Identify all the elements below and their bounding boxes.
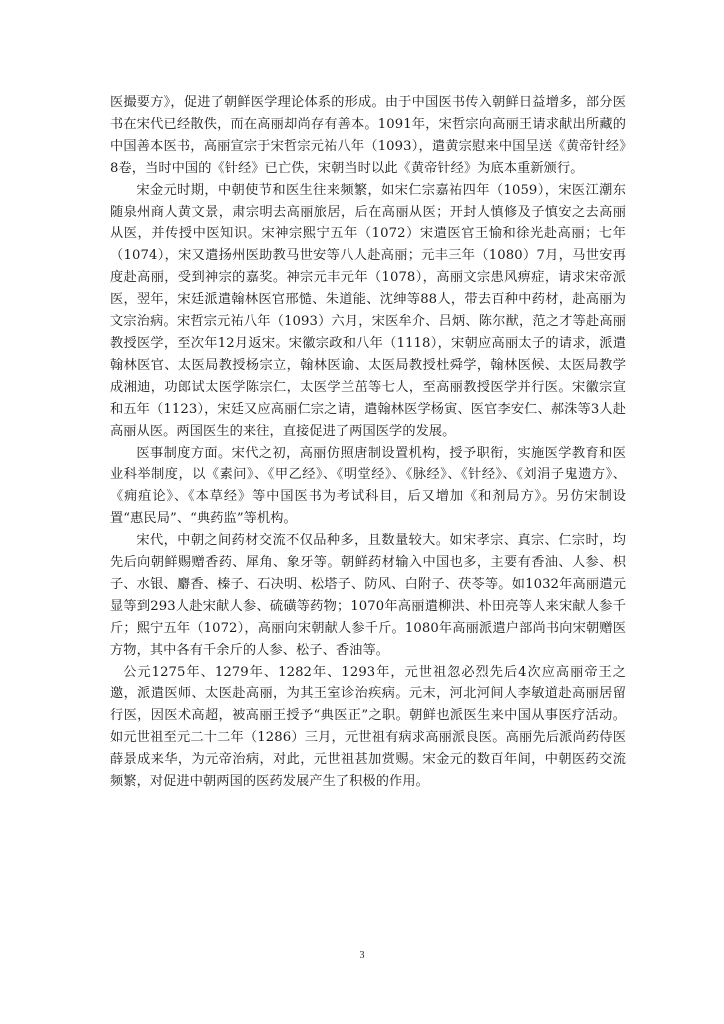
paragraph-2: 宋金元时期，中朝使节和医生往来频繁，如宋仁宗嘉祐四年（1059），宋医江潮东随泉州商人黄文景，肃宗明去高丽旅居，后在高丽从医；开封人慎修及子慎安之去高丽从医，并传授中医知识。宋神宗熙宁五年（1072）宋遣医官王愉和徐光赴高丽；七年（1074），宋又遣扬州医助教马世安等八人赴高丽；元丰三年（1080）7月，马世安再度赴高丽，受到神宗的嘉奖。神宗元丰元年（1078），高丽文宗患风痹症，请求宋帝派医，翌年，宋廷派遣翰林医官邢慥、朱道能、沈绅等88人，带去百种中药材，赴高丽为文宗治病。宋哲宗元祐八年（1093）六月，宋医牟介、吕炳、陈尔猷，范之才等赴高丽教授医学，至次年12月返宋。宋徽宗政和八年（1118），宋朝应高丽太子的请求，派遣翰林医官、太医局教授杨宗立，翰林医谕、太医局教授杜舜学，翰林医候、太医局教学成湘迪，功郎试太医学陈宗仁，太医学兰茁等七人，至高丽教授医学并行医。宋徽宗宣和五年（1123），宋廷又应高丽仁宗之请，遣翰林医学杨寅、医官李安仁、郝洙等3人赴高丽从医。两国医生的来往，直接促进了两国医学的发展。: [110, 182, 626, 439]
paragraph-4: 宋代，中朝之间药材交流不仅品种多，且数量较大。如宋孝宗、真宗、仁宗时，均先后向朝鲜赐赠香药、犀角、象牙等。朝鲜药材输入中国也多，主要有香油、人参、枳子、水银、麝香、榛子、石决明、松塔子、防风、白附子、茯苓等。如1032年高丽遣元显等到293人赴宋献人参、硫磺等药物；1070年高丽遣柳洪、朴田亮等人来宋献人参千斤；熙宁五年（1072），高丽向宋朝献人参千斤。1080年高丽派遣户部尚书向宋朝赠医方物，其中各有千余斤的人参、松子、香油等。: [110, 533, 626, 658]
paragraph-1: 医撮要方》，促进了朝鲜医学理论体系的形成。由于中国医书传入朝鲜日益增多，部分医书在宋代已经散佚，而在高丽却尚存有善本。1091年，宋哲宗向高丽王请求献出所藏的中国善本医书，高丽宣宗于宋哲宗元祐八年（1093），遣黄宗慰来中国呈送《黄帝针经》8卷，当时中国的《针经》已亡佚，宋朝当时以此《黄帝针经》为底本重新颁行。: [110, 95, 626, 176]
paragraph-5: 公元1275年、1279年、1282年、1293年，元世祖忽必烈先后4次应高丽帝王之邀，派遣医师、太医赴高丽，为其王室诊治疾病。元末，河北河间人李敏道赴高丽居留行医，因医术高超，被高丽王授予“典医正”之职。朝鲜也派医生来中国从事医疗活动。如元世祖至元二十二年（1286）三月，元世祖有病求高丽派良医。高丽先后派尚药侍医薛景成来华，为元帝治病，对此，元世祖甚加赏赐。宋金元的数百年间，中朝医药交流频繁，对促进中朝两国的医药发展产生了积极的作用。: [110, 664, 626, 790]
paragraph-3: 医事制度方面。宋代之初，高丽仿照唐制设置机构，授予职衔，实施医学教育和医业科举制度，以《素问》、《甲乙经》、《明堂经》、《脉经》、《针经》、《刘涓子鬼遗方》、《痈疽论》、《本草经》等中国医书为考试科目，后又增加《和剂局方》。另仿宋制设置“惠民局”、“典药监”等机构。: [110, 445, 626, 527]
body-text: [110, 92, 626, 793]
page-number: 3: [359, 950, 365, 961]
